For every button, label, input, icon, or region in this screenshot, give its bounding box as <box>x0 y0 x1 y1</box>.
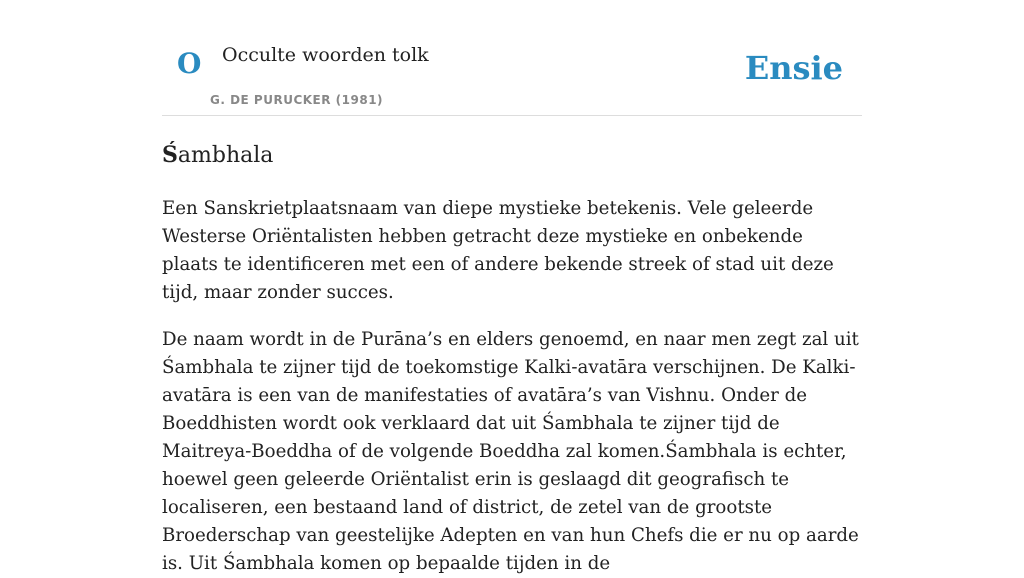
term-initial: Ś <box>162 142 178 168</box>
entry-paragraph: De naam wordt in de Purāna’s en elders genoemd, en naar men zegt zal uit Śambhala te zijner tijd de toekomstige Kalki-avatāra verschijnen. De Kalki-avatāra is een van de manifestaties of avatāra’s van Vishnu. Onder de Boeddhisten wordt ook verklaard dat uit Śambhala te zijner tijd de Maitreya-Boeddha of de volgende Boeddha zal komen.Śambhala is echter, hoewel geen geleerde Oriëntalist erin is geslaagd dit geografisch te localiseren, een bestaand land of district, de zetel van de grootste Broederschap van geestelijke Adepten en van hun Chefs die er nu op aarde is. Uit Śambhala komen op bepaalde tijden in de <box>162 329 859 574</box>
book-title[interactable]: Occulte woorden tolk <box>222 44 429 66</box>
entry-term <box>162 141 862 170</box>
article <box>162 0 862 578</box>
entry-header <box>162 0 862 116</box>
index-letter[interactable]: O <box>177 47 202 80</box>
author-line: G. DE PURUCKER (1981) <box>210 93 384 107</box>
entry-paragraph: Een Sanskrietplaatsnaam van diepe mystieke betekenis. Vele geleerde Westerse Oriëntalisten hebben getracht deze mystieke en onbekende plaats te identificeren met een of andere bekende streek of stad uit deze tijd, maar zonder succes. <box>162 198 834 303</box>
term-rest: ambhala <box>177 143 274 168</box>
ensie-logo[interactable]: Ensie <box>744 49 843 87</box>
